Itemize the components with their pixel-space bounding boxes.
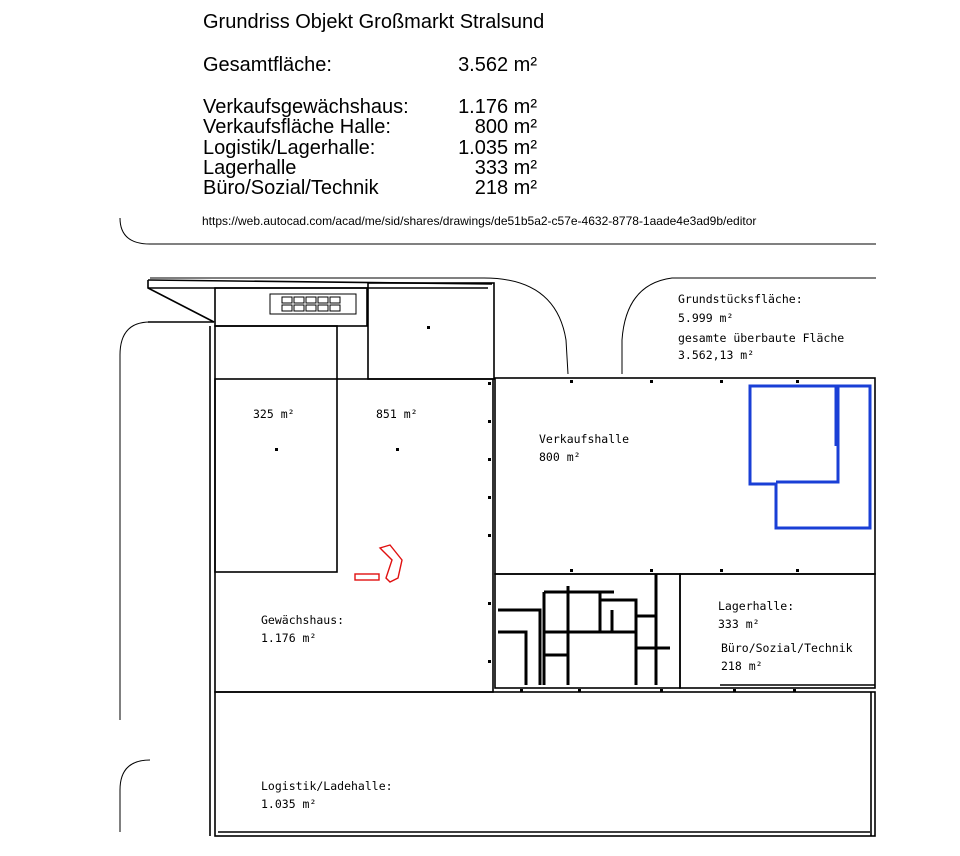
shelving-unit	[270, 294, 356, 314]
area-label-buero: Büro/Sozial/Technik	[203, 177, 379, 199]
interior-partitions	[498, 574, 670, 685]
area-value-buero: 218 m²	[474, 177, 537, 199]
verkaufshalle-area: 800 m²	[539, 450, 581, 464]
lagerhalle-name: Lagerhalle:	[718, 599, 795, 613]
gewaechshaus-area: 1.176 m²	[261, 631, 317, 645]
total-area-value: 3.562 m²	[458, 54, 537, 76]
total-area-label: Gesamtfläche:	[203, 54, 332, 76]
area-value-verkaufsflaeche: 800 m²	[474, 116, 537, 138]
area-value-verkaufsgewaechshaus: 1.176 m²	[458, 96, 537, 118]
verkaufshalle-name: Verkaufshalle	[539, 432, 630, 446]
street-outlines	[120, 218, 876, 832]
page-title: Grundriss Objekt Großmarkt Stralsund	[203, 11, 545, 33]
built-area-label: gesamte überbaute Fläche	[678, 331, 845, 345]
gewaechshaus-name: Gewächshaus:	[261, 613, 345, 627]
area-label-logistik: Logistik/Lagerhalle:	[203, 137, 376, 159]
logistik-name: Logistik/Ladehalle:	[261, 779, 393, 793]
area-label-verkaufsgewaechshaus: Verkaufsgewächshaus:	[203, 96, 409, 118]
area-value-logistik: 1.035 m²	[458, 137, 537, 159]
room-851-area: 851 m²	[376, 407, 418, 421]
building-walls	[148, 280, 875, 836]
room-325-area: 325 m²	[253, 407, 295, 421]
grundstueck-label: Grundstücksfläche:	[678, 292, 803, 306]
red-marker	[355, 545, 402, 582]
buero-name: Büro/Sozial/Technik	[721, 641, 853, 655]
lagerhalle-area: 333 m²	[718, 617, 760, 631]
blue-insert-outline	[750, 386, 870, 528]
area-label-lagerhalle: Lagerhalle	[203, 157, 297, 179]
grundstueck-area: 5.999 m²	[678, 311, 734, 325]
buero-area: 218 m²	[721, 659, 763, 673]
area-label-verkaufsflaeche: Verkaufsfläche Halle:	[203, 116, 391, 138]
logistik-area: 1.035 m²	[261, 797, 317, 811]
column-dots	[275, 326, 799, 692]
autocad-url: https://web.autocad.com/acad/me/sid/shares/drawings/de51b5a2-c57e-4632-8778-1aade4e3ad9b/editor	[202, 214, 757, 228]
area-value-lagerhalle: 333 m²	[474, 157, 537, 179]
built-area-value: 3.562,13 m²	[678, 348, 755, 362]
